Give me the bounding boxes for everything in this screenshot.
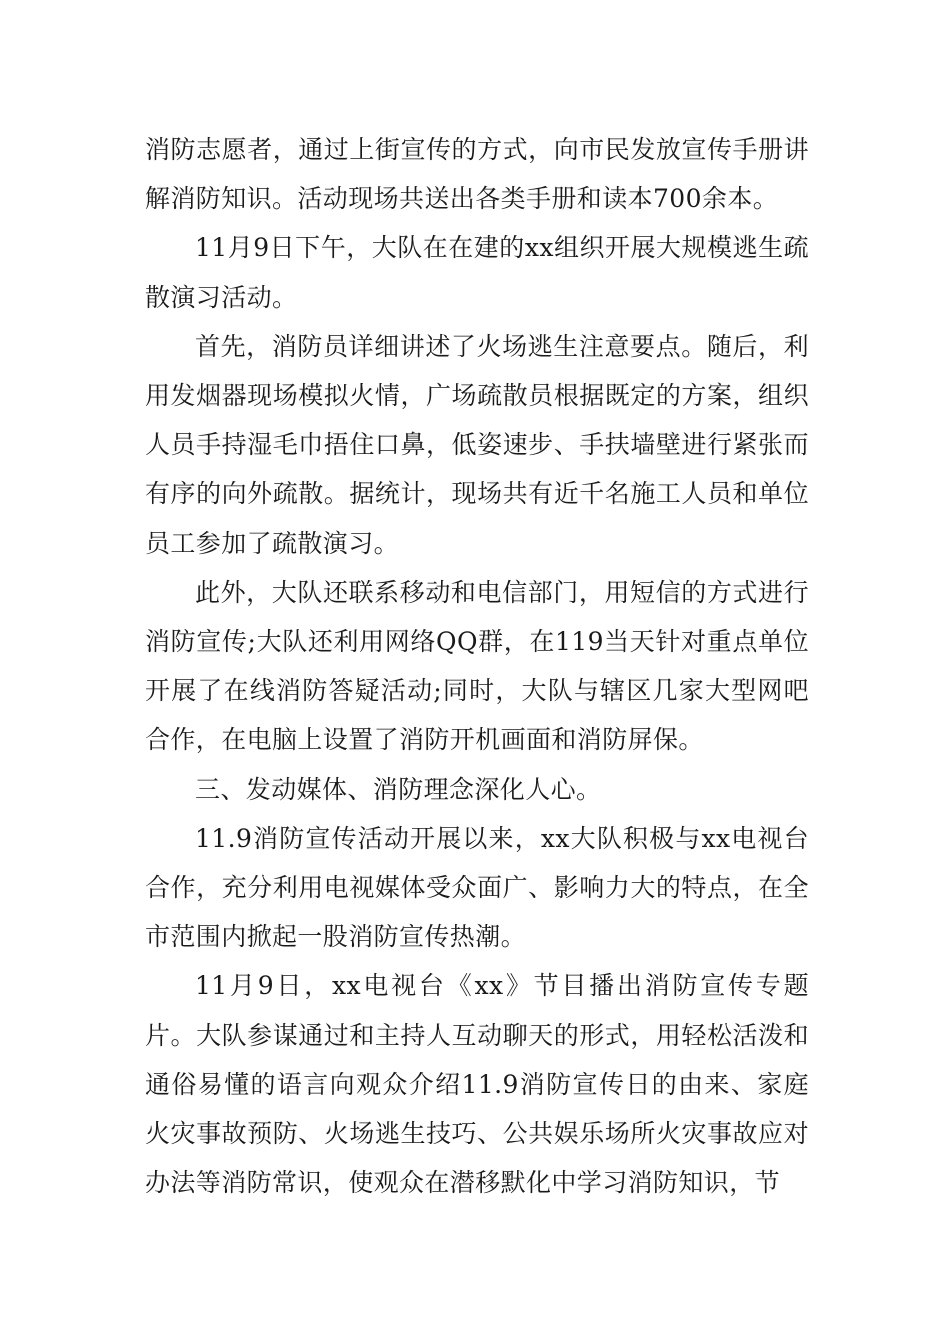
paragraph-drill-details: 首先，消防员详细讲述了火场逃生注意要点。随后，利用发烟器现场模拟火情，广场疏散员根据既定的方案，组织人员手持湿毛巾捂住口鼻，低姿速步、手扶墙壁进行紧张而有序的向外疏散。据统计，现场共有近千名施工人员和单位员工参加了疏散演习。 bbox=[145, 331, 809, 558]
paragraph-volunteers: 消防志愿者，通过上街宣传的方式，向市民发放宣传手册讲解消防知识。活动现场共送出各类手册和读本700余本。 bbox=[145, 135, 809, 214]
paragraph-tv-program: 11月9日，xx电视台《xx》节目播出消防宣传专题片。大队参谋通过和主持人互动聊天的形式，用轻松活泼和通俗易懂的语言向观众介绍11.9消防宣传日的由来、家庭火灾事故预防、火场逃生技巧、公共娱乐场所火灾事故应对办法等消防常识，使观众在潜移默化中学习消防知识，节 bbox=[145, 971, 809, 1198]
document-body bbox=[145, 125, 809, 1207]
section-heading-media: 三、发动媒体、消防理念深化人心。 bbox=[195, 774, 602, 804]
paragraph-evacuation-drill: 11月9日下午，大队在在建的xx组织开展大规模逃生疏散演习活动。 bbox=[145, 233, 809, 312]
paragraph-sms-qq: 此外，大队还联系移动和电信部门，用短信的方式进行消防宣传;大队还利用网络QQ群，在119当天针对重点单位开展了在线消防答疑活动;同时，大队与辖区几家大型网吧合作，在电脑上设置了消防开机画面和消防屏保。 bbox=[145, 577, 809, 755]
paragraph-tv-cooperation: 11.9消防宣传活动开展以来，xx大队积极与xx电视台合作，充分利用电视媒体受众面广、影响力大的特点，在全市范围内掀起一股消防宣传热潮。 bbox=[145, 823, 809, 952]
